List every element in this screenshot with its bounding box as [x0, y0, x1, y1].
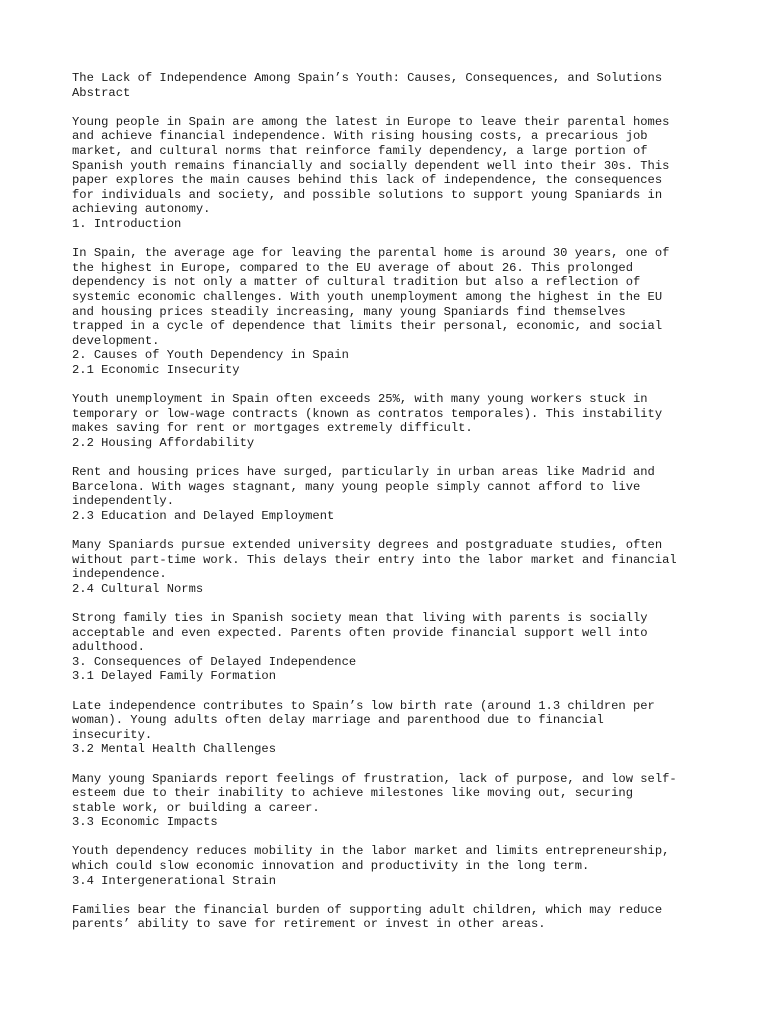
subsection-heading-mental-health: 3.2 Mental Health Challenges	[72, 742, 276, 757]
paragraph-gap	[72, 100, 712, 115]
text-line: woman). Young adults often delay marriage and parenthood due to financial	[72, 713, 604, 728]
text-line: Many young Spaniards report feelings of frustration, lack of purpose, and low self-	[72, 771, 677, 786]
subsection-heading-education: 2.3 Education and Delayed Employment	[72, 508, 335, 523]
paragraph-gap	[72, 888, 712, 903]
paragraph-gap	[72, 450, 712, 465]
text-line: trapped in a cycle of dependence that limits their personal, economic, and social	[72, 319, 663, 334]
paragraph-gap	[72, 684, 712, 699]
text-line: In Spain, the average age for leaving the parental home is around 30 years, one of	[72, 246, 670, 261]
text-line: esteem due to their inability to achieve milestones like moving out, securing	[72, 786, 633, 801]
text-line: market, and cultural norms that reinforce family dependency, a large portion of	[72, 143, 648, 158]
text-line: the highest in Europe, compared to the EU average of about 26. This prolonged	[72, 260, 633, 275]
text-line: stable work, or building a career.	[72, 800, 320, 815]
subsection-heading-cultural-norms: 2.4 Cultural Norms	[72, 581, 204, 596]
text-line: achieving autonomy.	[72, 202, 211, 217]
paragraph-gap	[72, 596, 712, 611]
text-line: Young people in Spain are among the latest in Europe to leave their parental homes	[72, 114, 670, 129]
education-paragraph	[72, 538, 712, 582]
text-line: Strong family ties in Spanish society mean that living with parents is socially	[72, 610, 648, 625]
cultural-norms-paragraph	[72, 611, 712, 655]
economic-impacts-paragraph	[72, 844, 712, 873]
economic-insecurity-paragraph	[72, 392, 712, 436]
text-line: Rent and housing prices have surged, particularly in urban areas like Madrid and	[72, 465, 655, 480]
paragraph-gap	[72, 377, 712, 392]
mental-health-paragraph	[72, 772, 712, 816]
paragraph-gap	[72, 232, 712, 247]
subsection-heading-economic-impacts: 3.3 Economic Impacts	[72, 815, 218, 830]
text-line: makes saving for rent or mortgages extremely difficult.	[72, 421, 473, 436]
text-line: parents’ ability to save for retirement or invest in other areas.	[72, 917, 546, 932]
text-line: Spanish youth remains financially and socially dependent well into their 30s. This	[72, 158, 670, 173]
text-line: adulthood.	[72, 640, 145, 655]
text-line: Families bear the financial burden of supporting adult children, which may reduce	[72, 902, 663, 917]
paragraph-gap	[72, 757, 712, 772]
housing-affordability-paragraph	[72, 465, 712, 509]
text-line: temporary or low-wage contracts (known as contratos temporales). This instability	[72, 406, 663, 421]
subsection-heading-intergenerational-strain: 3.4 Intergenerational Strain	[72, 873, 276, 888]
text-line: Late independence contributes to Spain’s low birth rate (around 1.3 children per	[72, 698, 655, 713]
text-line: Many Spaniards pursue extended university degrees and postgraduate studies, often	[72, 538, 663, 552]
text-line: Barcelona. With wages stagnant, many young people simply cannot afford to live	[72, 479, 641, 494]
abstract-paragraph	[72, 115, 712, 217]
text-line: insecurity.	[72, 727, 153, 742]
family-formation-paragraph	[72, 699, 712, 743]
text-line: systemic economic challenges. With youth unemployment among the highest in the EU	[72, 289, 663, 304]
intergenerational-strain-paragraph	[72, 903, 712, 932]
text-line: without part-time work. This delays their entry into the labor market and financial	[72, 552, 677, 567]
text-line: dependency is not only a matter of cultural tradition but also a reflection of	[72, 275, 641, 290]
section-heading-causes: 2. Causes of Youth Dependency in Spain	[72, 348, 349, 363]
subsection-heading-family-formation: 3.1 Delayed Family Formation	[72, 669, 276, 684]
text-line: and housing prices steadily increasing, many young Spaniards find themselves	[72, 304, 626, 319]
paragraph-gap	[72, 523, 712, 538]
document-title: The Lack of Independence Among Spain’s Youth: Causes, Consequences, and Solutions	[72, 71, 663, 85]
section-heading-introduction: 1. Introduction	[72, 216, 182, 231]
text-line: development.	[72, 333, 160, 348]
abstract-heading: Abstract	[72, 85, 131, 100]
text-line: Youth unemployment in Spain often exceeds 25%, with many young workers stuck in	[72, 392, 648, 407]
document-page	[72, 71, 712, 932]
introduction-paragraph	[72, 246, 712, 348]
text-line: for individuals and society, and possible solutions to support young Spaniards in	[72, 187, 663, 202]
paragraph-gap	[72, 830, 712, 845]
subsection-heading-economic-insecurity: 2.1 Economic Insecurity	[72, 362, 240, 377]
text-line: acceptable and even expected. Parents often provide financial support well into	[72, 625, 648, 640]
section-heading-consequences: 3. Consequences of Delayed Independence	[72, 654, 357, 669]
text-line: which could slow economic innovation and productivity in the long term.	[72, 859, 590, 874]
text-line: independence.	[72, 567, 167, 582]
text-line: and achieve financial independence. With rising housing costs, a precarious job	[72, 129, 648, 144]
text-line: Youth dependency reduces mobility in the labor market and limits entrepreneurship,	[72, 844, 670, 859]
text-line: paper explores the main causes behind this lack of independence, the consequences	[72, 173, 663, 188]
subsection-heading-housing-affordability: 2.2 Housing Affordability	[72, 435, 255, 450]
text-line: independently.	[72, 494, 174, 509]
